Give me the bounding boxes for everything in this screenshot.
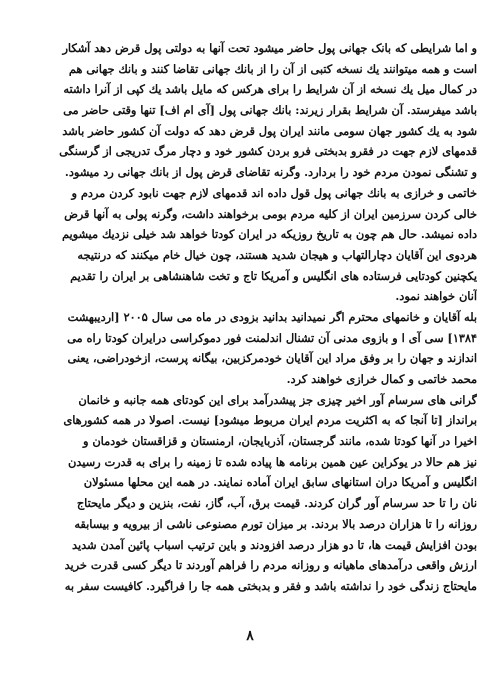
text-line: گرانی های سرسام آور اخیر چیزی جز پیشدرآمد برای این کودتای همه جانبه و خانمان bbox=[78, 392, 477, 407]
text-line: هردوی این آقایان دچارالتهاب و هیجان شدید هستند، چون خیال خام میکنند که درنتیجه bbox=[77, 247, 477, 262]
text-line: بودن افزایش قیمت ها، تا دو هزار درصد افزودند و باین ترتیب اسباب پائین آمدن شدید bbox=[72, 537, 477, 552]
text-line: مایحتاج زندگی خود را نداشته باشد و فقر و بدبختی همه جا را فراگیرد. کافیست سفر به bbox=[64, 578, 477, 593]
text-line: اخیرا در آنها کودتا شده، مانند گرجستان، آذربایجان، ارمنستان و قزاقستان خودمان و bbox=[82, 434, 477, 449]
text-line: شود به یك کشور جهان سومی مانند ایران پول قرض دهد که دولت آن کشور حاضر باشد bbox=[62, 123, 477, 138]
text-line: نان را تا حد سرسام آور گران کردند. قیمت برق، آب، گاز، نفت، بنزین و دیگر مایحتاج bbox=[76, 496, 477, 511]
page-number: ۸ bbox=[246, 628, 254, 644]
text-line: ۱۳۸۴] سی آی ا و بازوی مدنی آن تشنال اندلمنت فور دموکراسی درایران کودتا راه می bbox=[67, 330, 477, 345]
text-line: خالی کردن سرزمین ایران از کلیه مردم بومی برخواهند داشت، وگرنه پولی به آنها قرض bbox=[64, 206, 477, 221]
text-line: خاتمی و خرازی به بانك جهانی پول قول داده اند قدمهای لازم جهت نابود کردن مردم و bbox=[71, 185, 477, 200]
text-line: یکچنین کودتایی فرستاده های انگلیس و آمریکا تاج و تخت شاهنشاهی بر ایران را تقدیم bbox=[70, 268, 477, 283]
text-line: محمد خاتمی و کمال خرازی خواهند کرد. bbox=[286, 372, 477, 386]
text-line: باشد میفرستد. آن شرایط بقرار زیرند: بانك جهانی پول [آی ام اف] تنها وقتی حاضر می bbox=[63, 103, 477, 118]
text-line: داده نمیشد. حال هم چون به تاریخ روزیکه در ایران کودتا خواهد شد خیلی نزدیك میشویم bbox=[61, 227, 477, 242]
text-line: انگلیس و آمریکا دران استانهای سابق ایران آماده نمایند. در همه این محلها مسئولان bbox=[83, 475, 477, 490]
text-line: قدمهای لازم جهت در فقرو بدبختی فرو بردن کشور خود و دچار مرگ تدریجی از گرسنگی bbox=[59, 144, 477, 159]
text-line: است و همه میتوانند یك نسخه کتبی از آن را از بانك جهانی تقاضا کنند و بانك جهانی هم bbox=[68, 61, 477, 76]
text-line: و تشنگی نمودن مردم خود را بردارد. وگرنه تقاضای قرض پول از بانك جهانی رد میشود. bbox=[64, 165, 477, 180]
text-line: ارزش واقعی درآمدهای ماهیانه و روزانه مردم را فراهم آوردند تا دیگر کسی قدرت خرید bbox=[64, 558, 477, 573]
text-line: آنان خواهند نمود. bbox=[395, 289, 477, 304]
text-line: برانداز [تا آنجا که به اکثریت مردم ایران مربوط میشود] نیست. اصولا در همه کشورهای bbox=[63, 413, 477, 428]
text-line: در کمال میل یك نسخه از آن شرایط را برای هرکس که مایل باشد یك کپی از آنرا داشته bbox=[63, 82, 477, 97]
text-line: روزانه را تا هزاران درصد بالا بردند. بر میزان تورم مصنوعی ناشی از بیرویه و بیسابقه bbox=[74, 516, 477, 531]
body-text bbox=[27, 38, 477, 597]
text-line: و اما شرایطی که بانک جهانی پول حاضر میشود تحت آنها به دولتی پول قرض دهد آشکار bbox=[62, 41, 477, 55]
text-line: اندازند و جهان را بر وفق مراد این آقایان خودمرکزبین، بیگانه پرست، ازخودراضی، یعنی bbox=[67, 351, 477, 366]
text-line: بله آقایان و خانمهای محترم اگر نمیدانید بدانید بزودی در ماه می سال ۲۰۰۵ [اردیبهشت bbox=[67, 309, 477, 324]
text-line: نیز هم حالا در یوکراین عین همین برنامه ها پیاده شده تا زمینه را برای به قدرت رسیدن bbox=[67, 454, 477, 469]
